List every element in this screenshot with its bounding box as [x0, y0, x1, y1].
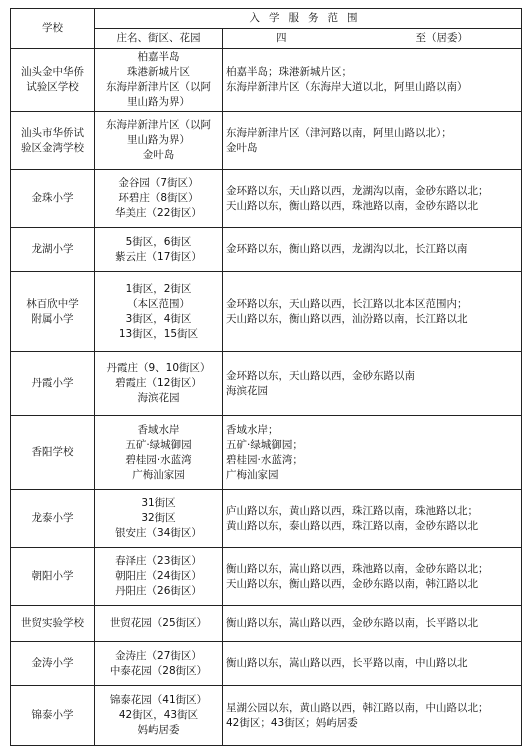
header-boundaries	[223, 29, 522, 49]
range-line: 碧桂园·水蓝湾；	[226, 453, 303, 466]
header-school-label: 学校	[42, 22, 63, 34]
area-line: 金涛庄（27街区）	[115, 649, 202, 662]
cell-school	[11, 112, 95, 170]
area-line: 金叶岛	[142, 149, 175, 161]
table-row	[11, 112, 522, 170]
table-row	[11, 416, 522, 490]
cell-range	[223, 228, 522, 272]
cell-areas	[95, 490, 223, 548]
area-line: 锦泰花园（41街区）	[109, 694, 208, 706]
table-row	[11, 228, 522, 272]
range-line: 衡山路以东，嵩山路以西，金砂东路以南，长平路以北	[226, 617, 478, 629]
table-row	[11, 272, 522, 352]
area-line: 13街区，15街区	[118, 327, 199, 340]
range-line: 柏嘉半岛；珠港新城片区；	[226, 66, 352, 78]
cell-areas	[95, 606, 223, 642]
area-line: 1街区，2街区	[125, 282, 192, 295]
header-service-range-label: 入学服务范围	[249, 12, 367, 24]
cell-school	[11, 642, 95, 686]
cell-range	[223, 642, 522, 686]
area-line: 朝阳庄（24街区）	[115, 570, 202, 582]
cell-school	[11, 686, 95, 746]
school-name: 金珠小学	[31, 192, 74, 204]
range-line: 金环路以东，天山路以西，龙湖沟以南，金砂东路以北；	[226, 184, 489, 197]
range-line: 衡山路以东，嵩山路以西，珠池路以南，金砂东路以北；	[226, 562, 489, 575]
school-name: 汕头金中华侨	[21, 66, 84, 78]
cell-range	[223, 49, 522, 112]
range-line: 天山路以东，衡山路以西，汕汾路以南，长江路以北	[226, 312, 468, 325]
table-row	[11, 606, 522, 642]
area-line: 妈屿居委	[137, 724, 180, 736]
area-line: 丹阳庄（26街区）	[115, 585, 202, 597]
cell-areas	[95, 416, 223, 490]
cell-school	[11, 170, 95, 228]
range-line: 金环路以东，衡山路以西，龙湖沟以北，长江路以南	[226, 243, 468, 255]
cell-areas	[95, 642, 223, 686]
cell-range	[223, 272, 522, 352]
table-row	[11, 49, 522, 112]
cell-range	[223, 170, 522, 228]
area-line: 里山路为界）	[127, 134, 190, 146]
table-row	[11, 352, 522, 416]
range-line: 庐山路以东，黄山路以西，珠江路以南，珠池路以北；	[226, 504, 478, 517]
area-line: 东海岸新津片区（以阿	[106, 119, 211, 131]
area-line: 中泰花园（28街区）	[109, 664, 208, 677]
cell-school	[11, 416, 95, 490]
cell-areas	[95, 49, 223, 112]
header-areas-label: 庄名、街区、花园	[116, 32, 201, 44]
area-line: 3街区，4街区	[125, 312, 192, 325]
header-boundary-right-label: 至（居委）	[415, 32, 468, 44]
cell-range	[223, 352, 522, 416]
area-line: 广梅汕家园	[132, 468, 185, 481]
area-line: 碧桂园·水蓝湾	[125, 453, 192, 466]
cell-school	[11, 352, 95, 416]
header-areas	[95, 29, 223, 49]
area-line: 世贸花园（25街区）	[109, 617, 208, 629]
school-name: 香阳学校	[31, 446, 74, 458]
range-line: 广梅汕家园	[226, 468, 279, 481]
cell-range	[223, 686, 522, 746]
school-name: 金涛小学	[31, 657, 74, 669]
cell-areas	[95, 112, 223, 170]
range-line: 黄山路以东，泰山路以西，珠江路以南，金砂东路以北	[226, 519, 478, 532]
cell-range	[223, 606, 522, 642]
range-line: 42街区；43街区；妈屿居委	[226, 716, 358, 729]
range-line: 海滨花园	[226, 384, 268, 397]
area-line: 紫云庄（17街区）	[115, 250, 202, 263]
cell-school	[11, 272, 95, 352]
enrollment-zone-table	[10, 8, 522, 746]
cell-areas	[95, 170, 223, 228]
school-name: 验区金湾学校	[21, 141, 84, 154]
area-line: （本区范围）	[127, 297, 190, 310]
school-name: 汕头市华侨试	[21, 126, 84, 139]
cell-school	[11, 490, 95, 548]
range-line: 金环路以东，天山路以西，长江路以北本区范围内；	[226, 297, 468, 310]
cell-range	[223, 548, 522, 606]
area-line: 32街区	[141, 512, 176, 524]
school-name: 林百欣中学	[26, 297, 79, 310]
cell-school	[11, 548, 95, 606]
school-name: 龙湖小学	[31, 243, 74, 255]
range-line: 天山路以东，衡山路以西，金砂东路以南，韩江路以北	[226, 577, 478, 590]
cell-areas	[95, 686, 223, 746]
school-name: 丹霞小学	[31, 377, 74, 389]
area-line: 碧霞庄（12街区）	[115, 377, 202, 389]
cell-school	[11, 606, 95, 642]
table-row	[11, 548, 522, 606]
area-line: 春泽庄（23街区）	[115, 555, 202, 567]
range-line: 东海岸新津片区（东海岸大道以北，阿里山路以南）	[226, 81, 468, 93]
header-school	[11, 9, 95, 49]
header-service-range	[95, 9, 522, 29]
school-name: 龙泰小学	[31, 512, 74, 524]
cell-school	[11, 49, 95, 112]
area-line: 东海岸新津片区（以阿	[106, 81, 211, 93]
range-line: 五矿·绿城御园；	[226, 438, 303, 451]
range-line: 香域水岸；	[226, 423, 279, 436]
header-boundary-left-label: 四	[276, 32, 287, 44]
table-row	[11, 642, 522, 686]
area-line: 香域水岸	[137, 423, 180, 436]
cell-areas	[95, 272, 223, 352]
cell-areas	[95, 352, 223, 416]
area-line: 海滨花园	[137, 392, 180, 404]
school-name: 朝阳小学	[31, 570, 74, 582]
range-line: 金环路以东，天山路以西，金砂东路以南	[226, 369, 415, 382]
school-name: 锦泰小学	[31, 709, 74, 721]
area-line: 五矿·绿城御园	[125, 438, 192, 451]
area-line: 银安庄（34街区）	[115, 527, 202, 539]
school-name: 附属小学	[31, 312, 74, 325]
table-row	[11, 490, 522, 548]
cell-school	[11, 228, 95, 272]
cell-areas	[95, 228, 223, 272]
cell-range	[223, 416, 522, 490]
range-line: 星湖公园以东，黄山路以西，韩江路以南，中山路以北；	[226, 701, 489, 714]
area-line: 5街区，6街区	[125, 235, 192, 248]
range-line: 金叶岛	[226, 141, 258, 154]
school-name: 世贸实验学校	[21, 617, 84, 629]
area-line: 里山路为界）	[127, 96, 190, 108]
table-row	[11, 170, 522, 228]
cell-range	[223, 112, 522, 170]
area-line: 31街区	[141, 497, 176, 509]
header-row-top	[11, 9, 522, 29]
range-line: 衡山路以东，嵩山路以西，长平路以南，中山路以北	[226, 657, 468, 669]
area-line: 42街区，43街区	[118, 709, 199, 721]
area-line: 金谷园（7街区）	[118, 177, 199, 189]
area-line: 环碧庄（8街区）	[118, 192, 199, 204]
table-body	[11, 49, 522, 746]
area-line: 珠港新城片区	[127, 66, 190, 78]
enrollment-zone-document	[10, 8, 522, 744]
cell-areas	[95, 548, 223, 606]
area-line: 华美庄（22街区）	[115, 207, 202, 219]
area-line: 柏嘉半岛	[137, 51, 180, 63]
area-line: 丹霞庄（9、10街区）	[106, 362, 211, 374]
cell-range	[223, 490, 522, 548]
range-line: 东海岸新津片区（津河路以南，阿里山路以北）；	[226, 126, 452, 139]
range-line: 天山路以东，衡山路以西，珠池路以南，金砂东路以北	[226, 199, 478, 212]
table-row	[11, 686, 522, 746]
school-name: 试验区学校	[26, 81, 79, 93]
